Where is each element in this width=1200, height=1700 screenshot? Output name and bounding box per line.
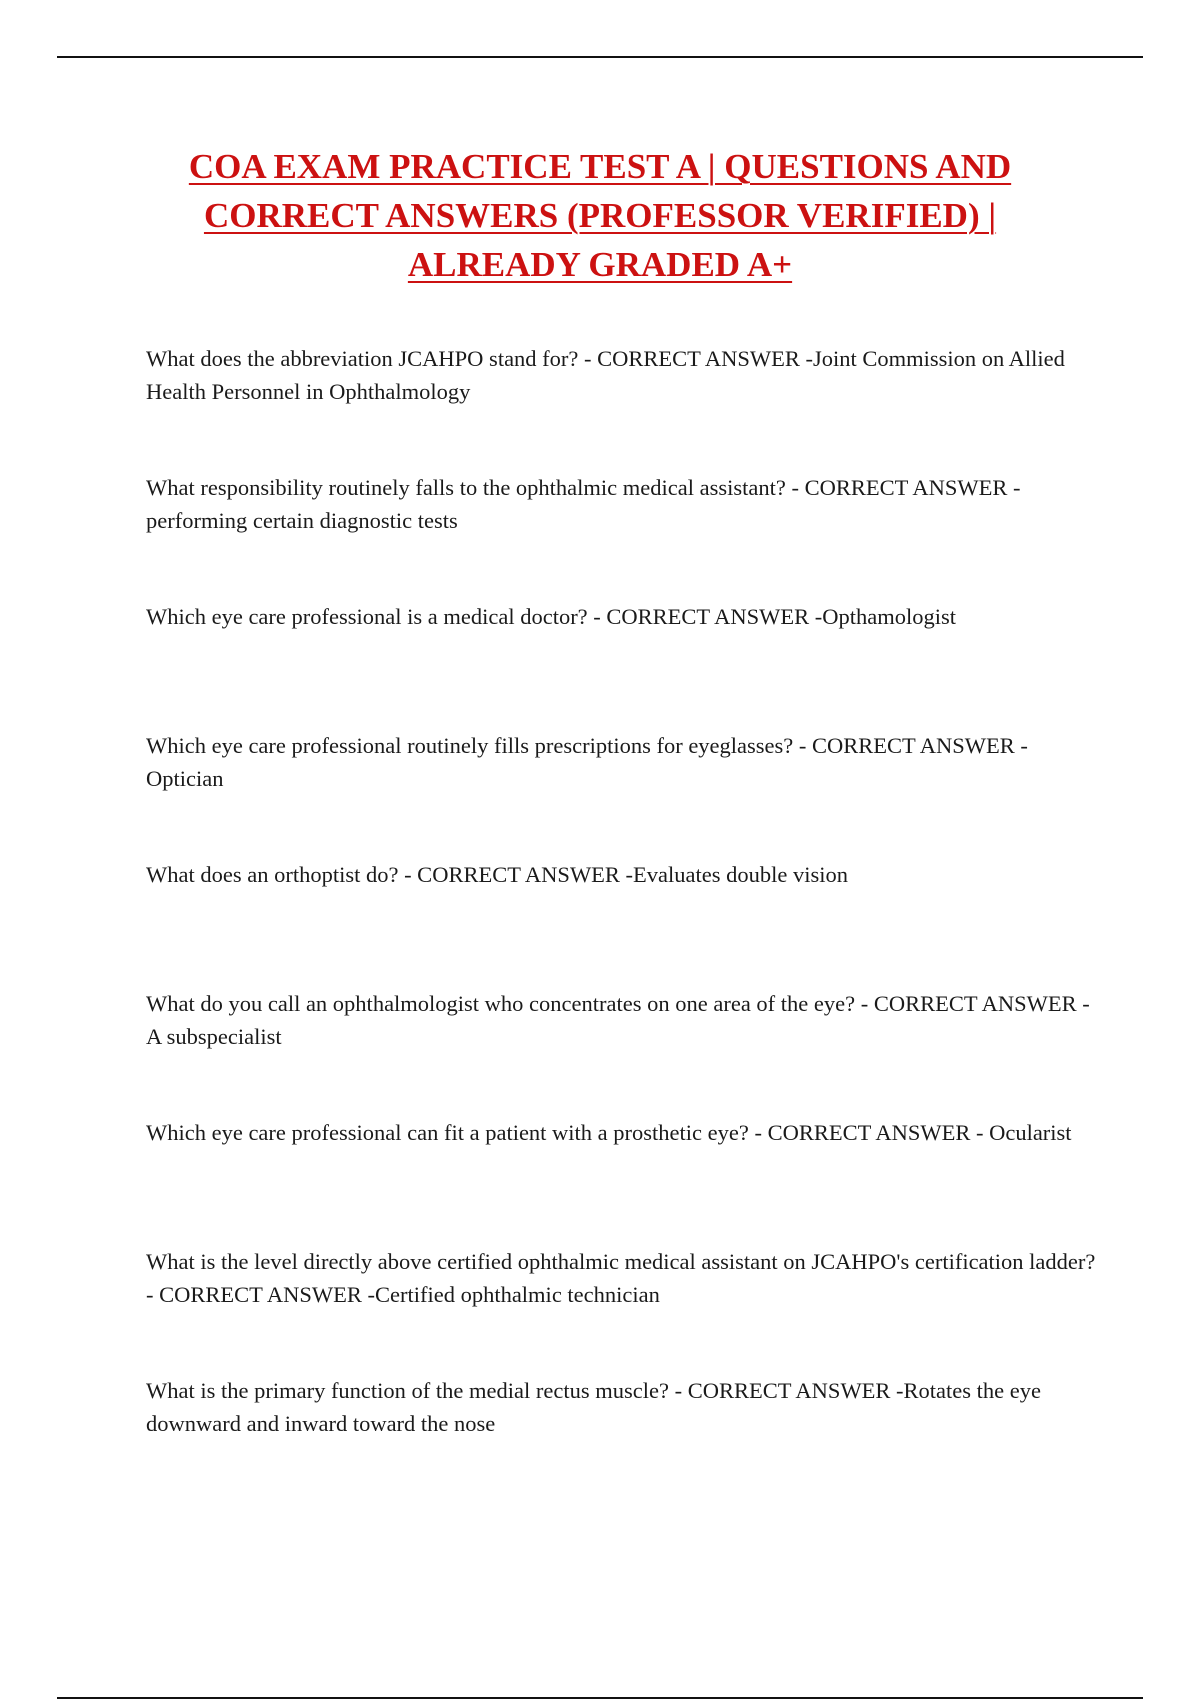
title-line: ALREADY GRADED A+ xyxy=(407,245,793,284)
question-answer-list xyxy=(146,343,1096,1504)
qa-item: Which eye care professional can fit a patient with a prosthetic eye? - CORRECT ANSWER - Ocularist xyxy=(146,1120,1072,1145)
qa-item: What does an orthoptist do? - CORRECT ANSWER -Evaluates double vision xyxy=(146,862,849,887)
qa-item: What is the primary function of the medial rectus muscle? - CORRECT ANSWER -Rotates the eye downward and inward toward the nose xyxy=(146,1378,1042,1436)
qa-item: Which eye care professional is a medical doctor? - CORRECT ANSWER -Opthamologist xyxy=(146,604,957,629)
qa-item: What does the abbreviation JCAHPO stand for? - CORRECT ANSWER -Joint Commission on Allied Health Personnel in Ophthalmology xyxy=(146,346,1065,404)
bottom-divider xyxy=(57,1697,1143,1699)
qa-item: Which eye care professional routinely fills prescriptions for eyeglasses? - CORRECT ANSWER -Optician xyxy=(146,733,1028,791)
title-line: COA EXAM PRACTICE TEST A | QUESTIONS AND xyxy=(188,147,1012,186)
document-title xyxy=(120,142,1080,289)
qa-item: What is the level directly above certified ophthalmic medical assistant on JCAHPO's certification ladder? - CORRECT ANSWER -Certified ophthalmic technician xyxy=(146,1249,1096,1307)
title-line: CORRECT ANSWERS (PROFESSOR VERIFIED) | xyxy=(203,196,997,235)
qa-item: What responsibility routinely falls to the ophthalmic medical assistant? - CORRECT ANSWER - performing certain diagnostic tests xyxy=(146,475,1021,533)
qa-item: What do you call an ophthalmologist who concentrates on one area of the eye? - CORRECT ANSWER -A subspecialist xyxy=(146,991,1090,1049)
top-divider xyxy=(57,56,1143,58)
